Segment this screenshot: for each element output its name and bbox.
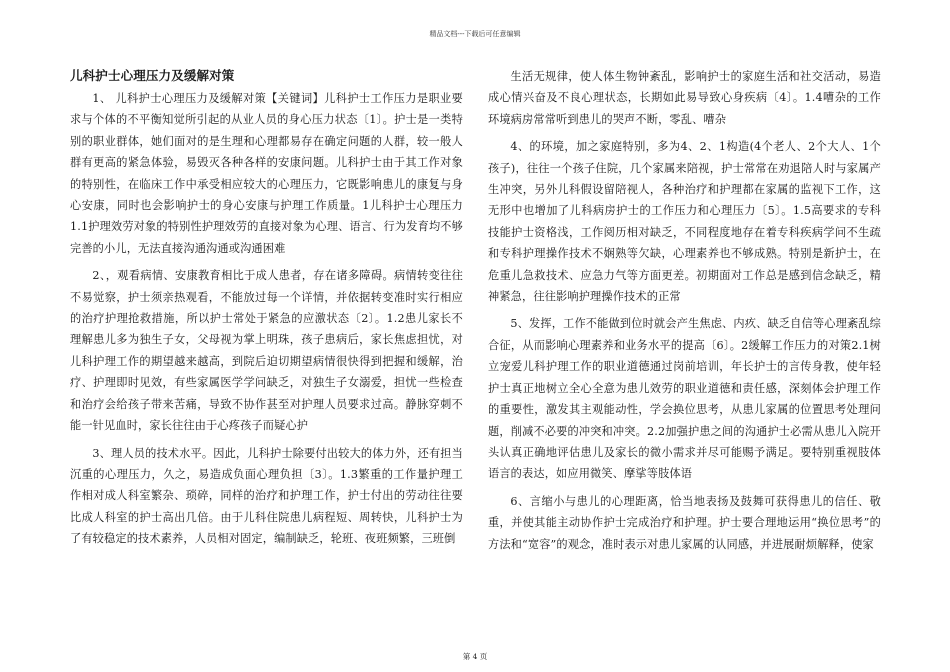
paragraph: 1、 儿科护士心理压力及缓解对策【关键词】儿科护士工作压力是职业要求与个体的不平衡知觉所引起的从业人员的身心压力状态〔1〕。护士是一类特别的职业群体，她们面对的是生理和心理都易存在确定问题的人群，较一般人群有更高的紧急体验，易毁灭各种各样的安康问题。儿科护士由于其工作对象的特别性，在临床工作中承受相应较大的心理压力，它既影响患儿的康复与身心安康，同时也会影响护士的身心安康与护理工作质量。1儿科护士心理压力1.1护理效劳对象的特别性护理效劳的直接对象为心理、语言、行为发育均不够完善的小儿，无法直接沟通沟通或沟通困难 <box>70 92 463 255</box>
paragraph: 生活无规律，使人体生物钟紊乱，影响护士的家庭生活和社交活动，易造成心情兴奋及不良心理状态，长期如此易导致心身疾病〔4〕。1.4嘈杂的工作环境病房常常听到患儿的哭声不断，零乱、嘈杂 <box>488 70 881 126</box>
page-number: 第 4 页 <box>462 652 488 661</box>
page-header: 精品文档---下载后可任意编辑 <box>429 30 521 38</box>
right-column <box>488 66 881 561</box>
article-title: 儿科护士心理压力及缓解对策 <box>70 68 235 83</box>
paragraph: 4、的环境，加之家庭特别，多为4、2、1构造(4个老人、2个大人、1个孩子)，往往一个孩子住院，几个家属来陪视，护士常常在劝退陪人时与家属产生冲突，另外儿科假设留陪视人，各种治疗和护理都在家属的监视下工作，这无形中也增加了儿科病房护士的工作压力和心理压力〔5〕。1.5高要求的专科技能护士资格浅，工作阅历相对缺乏，不同程度地存在着专科疾病学问不生疏和专科护理操作技术不娴熟等欠缺，心理素养也不够成熟。特别是新护士，在危重儿急救技术、应急力气等方面更差。初期面对工作总是感到信念缺乏，精神紧急，往往影响护理操作技术的正常 <box>488 140 881 304</box>
left-column <box>70 66 463 556</box>
paragraph: 3、理人员的技术水平。因此，儿科护士除要付出较大的体力外，还有担当沉重的心理压力，久之，易造成负面心理负担〔3〕。1.3繁重的工作量护理工作相对成人科室繁杂、琐碎，同样的治疗和护理工作，护士付出的劳动往往要比成人科室的护士高出几倍。由于儿科住院患儿病程短、周转快，儿科护士为了有较稳定的技术素养，人员相对固定，编制缺乏，轮班、夜班频繁，三班倒 <box>70 446 463 546</box>
paragraph: 2、，观看病情、安康教育相比于成人患者，存在诸多障碍。病情转变往往不易觉察，护士须亲热观看，不能放过每一个详情，并依据转变准时实行相应的治疗护理抢救措施，所以护士常处于紧急的应激状态〔2〕。1.2患儿家长不理解患儿多为独生子女，父母视为掌上明珠，孩子患病后，家长焦虑担忧，对儿科护理工作的期望越来越高，到院后迫切期望病情很快得到把握和缓解，治疗、护理即时见效，有些家属医学学问缺乏，对独生子女溺爱，担忧一些检查和治疗会给孩子带来苦痛，导致不协作甚至对护理人员要求过高。静脉穿刺不能一针见血时，家长往往由于心疼孩子而疑心护 <box>70 269 463 433</box>
paragraph: 6、言缩小与患儿的心理距离，恰当地表扬及鼓舞可获得患儿的信任、敬重，并使其能主动协作护士完成治疗和护理。护士要合理地运用“换位思考”的方法和“宽容”的观念，准时表示对患儿家属的认同感，并进展耐烦解释，使家 <box>488 494 881 551</box>
paragraph: 5、发挥，工作不能做到位时就会产生焦虑、内疚、缺乏自信等心理紊乱综合征，从而影响心理素养和业务水平的提高〔6〕。2缓解工作压力的对策2.1树立宠爱儿科护理工作的职业道德通过岗前培训，年长护士的言传身教，使年轻护士真正地树立全心全意为患儿效劳的职业道德和责任感，深刻体会护理工作的重要性，激发其主观能动性，学会换位思考，从患儿家属的位置思考处理问题，削减不必要的冲突和冲突。2.2加强护患之间的沟通护士必需从患儿入院开头认真正确地评估患儿及家长的微小需求并尽可能赐予满足。要特别重视肢体语言的表达，如应用微笑、摩挲等肢体语 <box>488 317 881 481</box>
